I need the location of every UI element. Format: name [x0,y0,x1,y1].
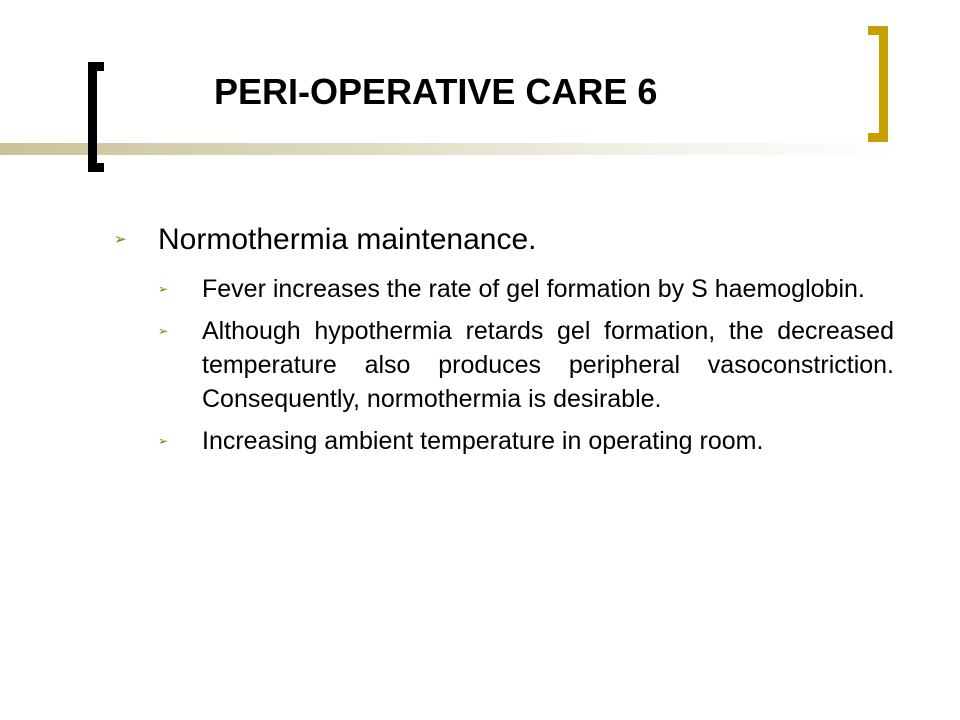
sub-bullet-item [158,314,894,416]
left-bracket-decoration [88,62,104,172]
slide-content [114,218,894,466]
slide-title: PERI-OPERATIVE CARE 6 [214,71,658,112]
right-bracket-decoration [868,26,888,142]
title-underline-band [0,143,900,155]
main-bullet-text: Normothermia maintenance. [158,223,537,256]
arrow-bullet-icon: ➢ [158,324,169,338]
sub-bullet-text: Increasing ambient temperature in operating room. [202,427,764,455]
arrow-bullet-icon: ➢ [114,231,127,248]
sub-bullet-text: Although hypothermia retards gel formation, the decreased temperature also produces peripheral vasoconstriction. Consequently, normothermia is desirable. [202,317,894,413]
sub-bullet-text: Fever increases the rate of gel formation by S haemoglobin. [202,275,865,303]
sub-bullet-item [158,272,894,306]
main-bullet-item [114,218,894,262]
arrow-bullet-icon: ➢ [158,434,169,448]
sub-bullet-item [158,424,894,458]
arrow-bullet-icon: ➢ [158,282,169,296]
